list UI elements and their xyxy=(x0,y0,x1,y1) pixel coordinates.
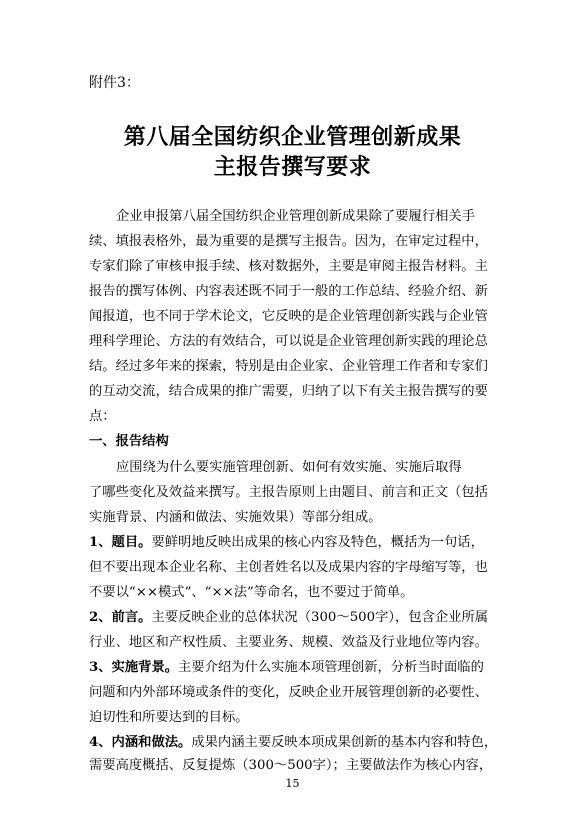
item-1-label: 1、题目。 xyxy=(89,535,152,550)
intro-line: 续、填报表格外，最为重要的是撰写主报告。因为，在审定过程中， xyxy=(89,234,488,249)
item-4-label: 4、内涵和做法。 xyxy=(89,735,192,750)
document-title-line-2: 主报告撰写要求 xyxy=(213,154,372,180)
item-3-first-line xyxy=(89,658,484,678)
intro-line: 的互动交流，结合成果的推广需要，归纳了以下有关主报告撰写的要 xyxy=(89,384,488,399)
item-3-label: 3、实施背景。 xyxy=(89,660,179,675)
item-1-line: 不要以“××模式”、“××法”等命名，也不要过于简单。 xyxy=(89,585,414,600)
item-2-first-line xyxy=(89,608,488,628)
item-3-text: 主要介绍为什么实施本项管理创新，分析当时面临的 xyxy=(178,660,484,675)
item-1-line: 但不要出现本企业名称、主创者姓名以及成果内容的字母缩写等，也 xyxy=(89,560,488,575)
item-2-text: 主要反映企业的总体状况（300～500字），包含企业所属 xyxy=(151,610,489,625)
section-heading: 一、报告结构 xyxy=(89,434,169,449)
item-4-line: 需要高度概括、反复提炼（300～500字）；主要做法作为核心内容， xyxy=(89,758,493,773)
intro-line: 企业申报第八届全国纺织企业管理创新成果除了要履行相关手 xyxy=(116,209,476,224)
structure-line: 应围绕为什么要实施管理创新、如何有效实施、实施后取得 xyxy=(116,460,462,475)
intro-line: 结。经过多年来的探索，特别是由企业家、企业管理工作者和专家们 xyxy=(89,359,488,374)
item-1-text: 要鲜明地反映出成果的核心内容及特色，概括为一句话， xyxy=(151,535,484,550)
intro-line: 闻报道，也不同于学术论文，它反映的是企业管理创新实践与企业管 xyxy=(89,309,488,324)
item-3-line: 迫切性和所要达到的目标。 xyxy=(89,710,249,725)
page-number: 15 xyxy=(285,777,300,790)
attachment-label: 附件3： xyxy=(89,75,140,91)
intro-line: 理科学理论、方法的有效结合，可以说是企业管理创新实践的理论总 xyxy=(89,334,488,349)
intro-line: 点： xyxy=(89,409,116,424)
intro-line: 专家们除了审核申报手续、核对数据外，主要是审阅主报告材料。主 xyxy=(89,259,488,274)
item-2-label: 2、前言。 xyxy=(89,610,152,625)
document-title-line-1: 第八届全国纺织企业管理创新成果 xyxy=(123,124,462,150)
item-2-line: 行业、地区和产权性质、主要业务、规模、效益及行业地位等内容。 xyxy=(89,635,488,650)
structure-line: 了哪些变化及效益来撰写。主报告原则上由题目、前言和正文（包括 xyxy=(89,485,488,500)
item-4-text: 成果内涵主要反映本项成果创新的基本内容和特色， xyxy=(191,735,498,750)
item-3-line: 问题和内外部环境或条件的变化，反映企业开展管理创新的必要性、 xyxy=(89,685,488,700)
item-4-first-line xyxy=(89,733,497,753)
structure-line: 实施背景、内涵和做法、实施效果）等部分组成。 xyxy=(89,510,382,525)
item-1-first-line xyxy=(89,533,484,553)
intro-line: 报告的撰写体例、内容表述既不同于一般的工作总结、经验介绍、新 xyxy=(89,284,488,299)
